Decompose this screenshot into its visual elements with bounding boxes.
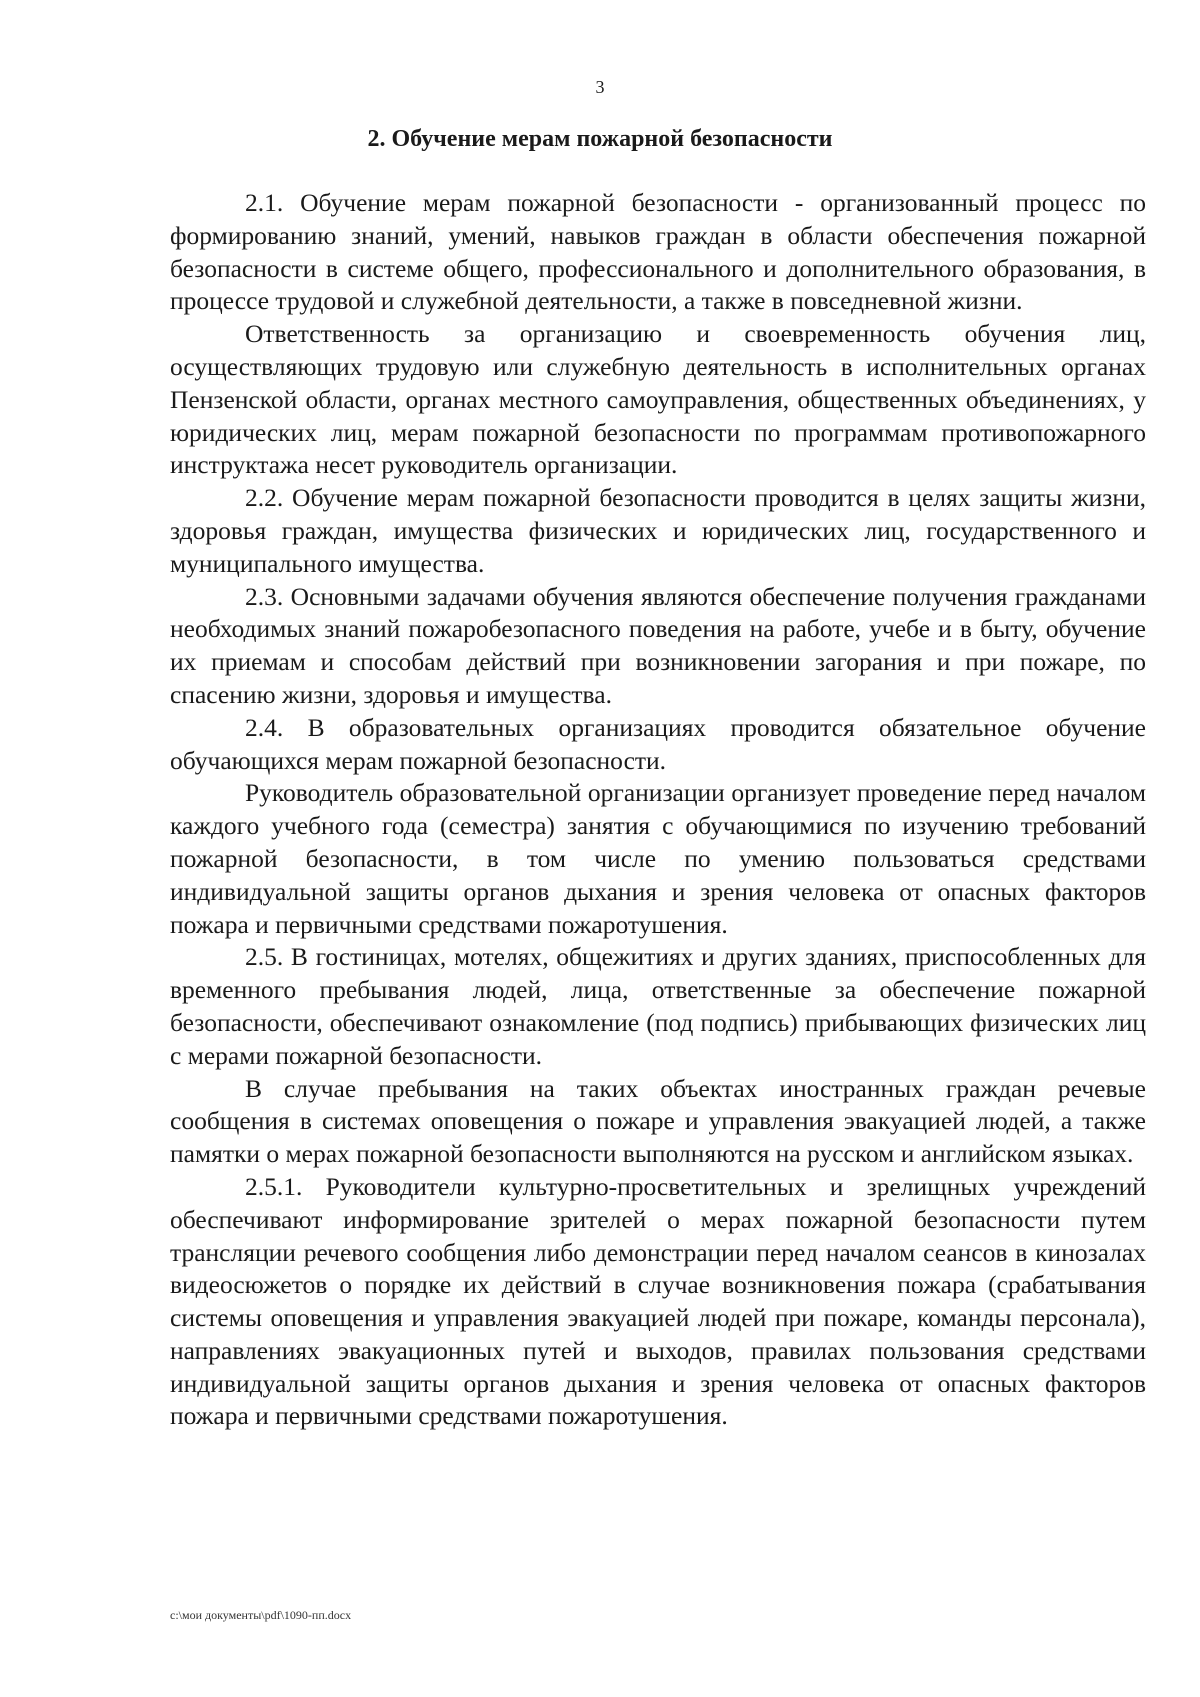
paragraph-head-of-organization: Руководитель образовательной организации организует проведение перед началом каждого учебного года (семестра) занятия с обучающимися по изучению требований пожарной безопасности, в том числе по умению пользоваться средствами индивидуальной защиты органов дыхания и зрения человека от опасных факторов пожара и первичными средствами пожаротушения.: [170, 778, 1146, 939]
paragraph-2-4: 2.4. В образовательных организациях проводится обязательное обучение обучающихся мерам пожарной безопасности.: [170, 712, 1146, 775]
paragraph-2-2: 2.2. Обучение мерам пожарной безопасности проводится в целях защиты жизни, здоровья граждан, имущества физических и юридических лиц, государственного и муниципального имущества.: [170, 483, 1146, 578]
paragraph-2-5: 2.5. В гостиницах, мотелях, общежитиях и других зданиях, приспособленных для временного пребывания людей, лица, ответственные за обеспечение пожарной безопасности, обеспечивают ознакомление (под подпись) прибывающих физических лиц с мерами пожарной безопасности.: [170, 942, 1146, 1070]
paragraph-2-5-1: 2.5.1. Руководители культурно-просветительных и зрелищных учреждений обеспечивают информирование зрителей о мерах пожарной безопасности путем трансляции речевого сообщения либо демонстрации перед началом сеансов в кинозалах видеосюжетов о порядке их действий в случае возникновения пожара (срабатывания системы оповещения и управления эвакуацией людей при пожаре, команды персонала), направлениях эвакуационных путей и выходов, правилах пользования средствами индивидуальной защиты органов дыхания и зрения человека от опасных факторов пожара и первичными средствами пожаротушения.: [170, 1171, 1146, 1431]
page-number: 3: [595, 77, 605, 97]
body-text: [170, 187, 1146, 1433]
paragraph-responsibility: Ответственность за организацию и своевременность обучения лиц, осуществляющих трудовую или служебную деятельность в исполнительных органах Пензенской области, органах местного самоуправления, общественных объединениях, у юридических лиц, мерам пожарной безопасности по программам противопожарного инструктажа несет руководитель организации.: [170, 319, 1146, 480]
paragraph-2-3: 2.3. Основными задачами обучения являются обеспечение получения гражданами необходимых знаний пожаробезопасного поведения на работе, учебе и в быту, обучение их приемам и способам действий при возникновении загорания и при пожаре, по спасению жизни, здоровья и имущества.: [170, 581, 1146, 709]
section-heading: 2. Обучение мерам пожарной безопасности: [367, 126, 833, 152]
paragraph-2-1: 2.1. Обучение мерам пожарной безопасности - организованный процесс по формированию знаний, умений, навыков граждан в области обеспечения пожарной безопасности в системе общего, профессионального и дополнительного образования, в процессе трудовой и служебной деятельности, а также в повседневной жизни.: [170, 188, 1146, 316]
file-path-footer: c:\мои документы\pdf\1090-пп.docx: [170, 1608, 352, 1622]
paragraph-foreign-citizens: В случае пребывания на таких объектах иностранных граждан речевые сообщения в системах оповещения о пожаре и управления эвакуацией людей, а также памятки о мерах пожарной безопасности выполняются на русском и английском языках.: [170, 1073, 1146, 1169]
